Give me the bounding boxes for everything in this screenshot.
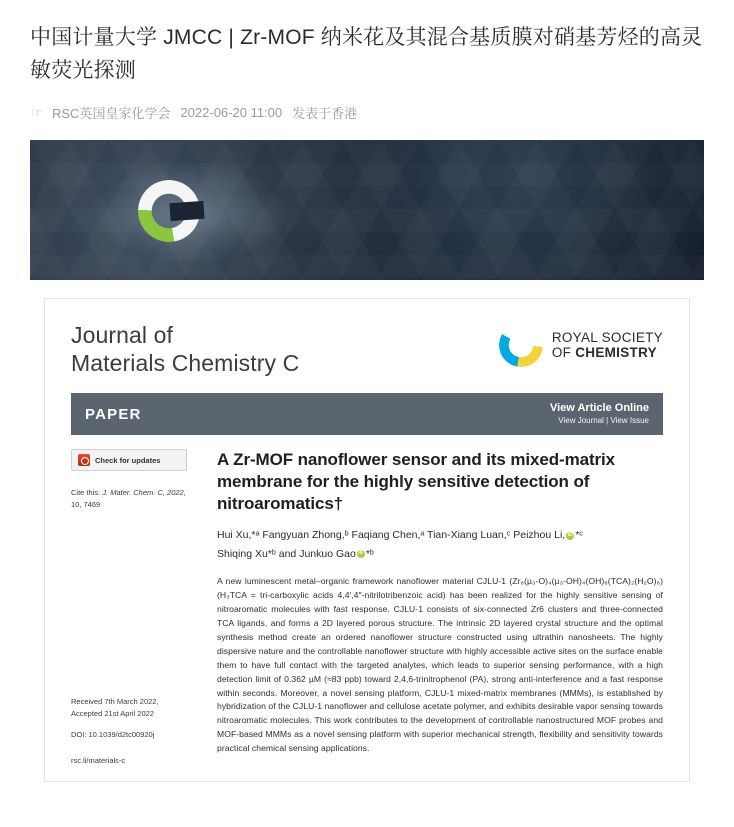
rsc-c-logo-notch — [169, 201, 204, 221]
publisher-line1: ROYAL SOCIETY — [551, 329, 663, 345]
cite-value2: 10, 7469 — [71, 499, 101, 509]
pointer-icon: ☞ — [31, 104, 43, 120]
meta-location: 发表于香港 — [292, 106, 358, 122]
publisher-line2: OF CHEMISTRY — [551, 345, 657, 361]
page-title: 中国计量大学 JMCC | Zr-MOF 纳米花及其混合基质膜对硝基芳烃的高灵敏荧光探测 — [30, 26, 703, 82]
check-for-updates-button[interactable] — [71, 449, 187, 471]
meta-timestamp: 2022-06-20 11:00 — [180, 105, 283, 121]
authors-line-1-sup: *ᶜ — [575, 529, 584, 542]
journal-name-line1: Journal of — [71, 322, 174, 349]
journal-site-link[interactable]: rsc.li/materials-c — [71, 756, 126, 766]
paper-left-column — [71, 449, 199, 767]
authors-line-2: Shiqing Xu*ᵇ and Junkuo Gao — [217, 547, 356, 560]
paper-abstract: A new luminescent metal–organic framework nanoflower material CJLU-1 (Zr₆(µ₃-O)₄(µ₃-OH)₄(OH)₆(TCA)₂(H₂O)₆) (H₃TCA = tri-carboxylic acids 4,4′,4″-nitrilotribenzoic acid) has been realized for the highly sensitive sensing of nitroaromatic molecules with fast response. CJLU-1 consists of six-connected Zr6 clusters and three-connected TCA ligands, and forms a 2D layered porous structure. The intrinsic 2D layered crystal structure and the optimal synthesis method create an ordered nanoflower structure constructed using ultrathin nanosheets. The highly dispersive nature and the controllable nanoflower structure with highly accessible active sites on the surface enable them to have full contact with the targeted analytes, which leads to superior sensing performance, with a high detection limit of 0.362 µM (≈83 ppb) toward 2,4,6-trinitrophenol (PA), strong anti-interference and a fast response within seconds. Moreover, a novel sensing platform, CJLU-1 mixed-matrix membranes (MMMs), is established by hybridization of the CJLU-1 nanoflower and cellulose acetate polymer, and exhibits desirable vapor sensing towards nitroaromatic molecules. This work contributes to the development of controllable nanostructured MOF probes and MOF-based MMMs as a novel sensing platform with superior mechanical strength, flexibility and sensitivity towards practical chemical sensing applications. — [217, 576, 663, 754]
paper-authors — [217, 526, 663, 563]
rsc-logo-text — [552, 330, 663, 360]
paper-body — [71, 449, 663, 767]
rsc-logo-icon — [499, 323, 543, 367]
accepted-date: Accepted 21st April 2022 — [71, 709, 154, 719]
paper-dates-block — [71, 696, 199, 767]
crossmark-icon — [78, 454, 90, 466]
journal-name-line2: Materials Chemistry C — [71, 350, 300, 377]
citation-block — [71, 487, 199, 510]
paper-title: A Zr-MOF nanoflower sensor and its mixed-matrix membrane for the highly sensitive detection of nitroaromatics† — [217, 450, 616, 513]
article-meta — [30, 103, 704, 122]
cite-value: J. Mater. Chem. C, 2022, — [102, 488, 186, 498]
paper-type-bar — [71, 393, 663, 435]
doi-text: DOI: 10.1039/d2tc00920j — [71, 730, 155, 740]
view-article-block — [550, 402, 649, 426]
journal-name — [71, 321, 299, 377]
check-for-updates-label: Check for updates — [95, 455, 161, 465]
rsc-logo — [499, 323, 663, 367]
orcid-icon[interactable] — [566, 532, 574, 540]
paper-header — [71, 321, 663, 377]
cite-label: Cite this: — [71, 488, 101, 498]
banner-image — [30, 140, 704, 280]
orcid-icon[interactable] — [357, 550, 365, 558]
received-date: Received 7th March 2022, — [71, 697, 159, 707]
view-article-online-link[interactable]: View Article Online — [549, 402, 649, 415]
authors-line-2-sup: *ᵇ — [365, 547, 374, 560]
authors-line-1: Hui Xu,*ᵃ Fangyuan Zhong,ᵇ Faqiang Chen,ᵃ Tian-Xiang Luan,ᶜ Peizhou Li, — [217, 529, 566, 542]
view-journal-issue-links[interactable]: View Journal | View Issue — [558, 416, 649, 426]
meta-source[interactable]: RSC英国皇家化学会 — [52, 106, 171, 122]
paper-preview — [44, 298, 690, 782]
paper-right-column — [217, 449, 663, 767]
paper-type-label: PAPER — [85, 405, 142, 423]
